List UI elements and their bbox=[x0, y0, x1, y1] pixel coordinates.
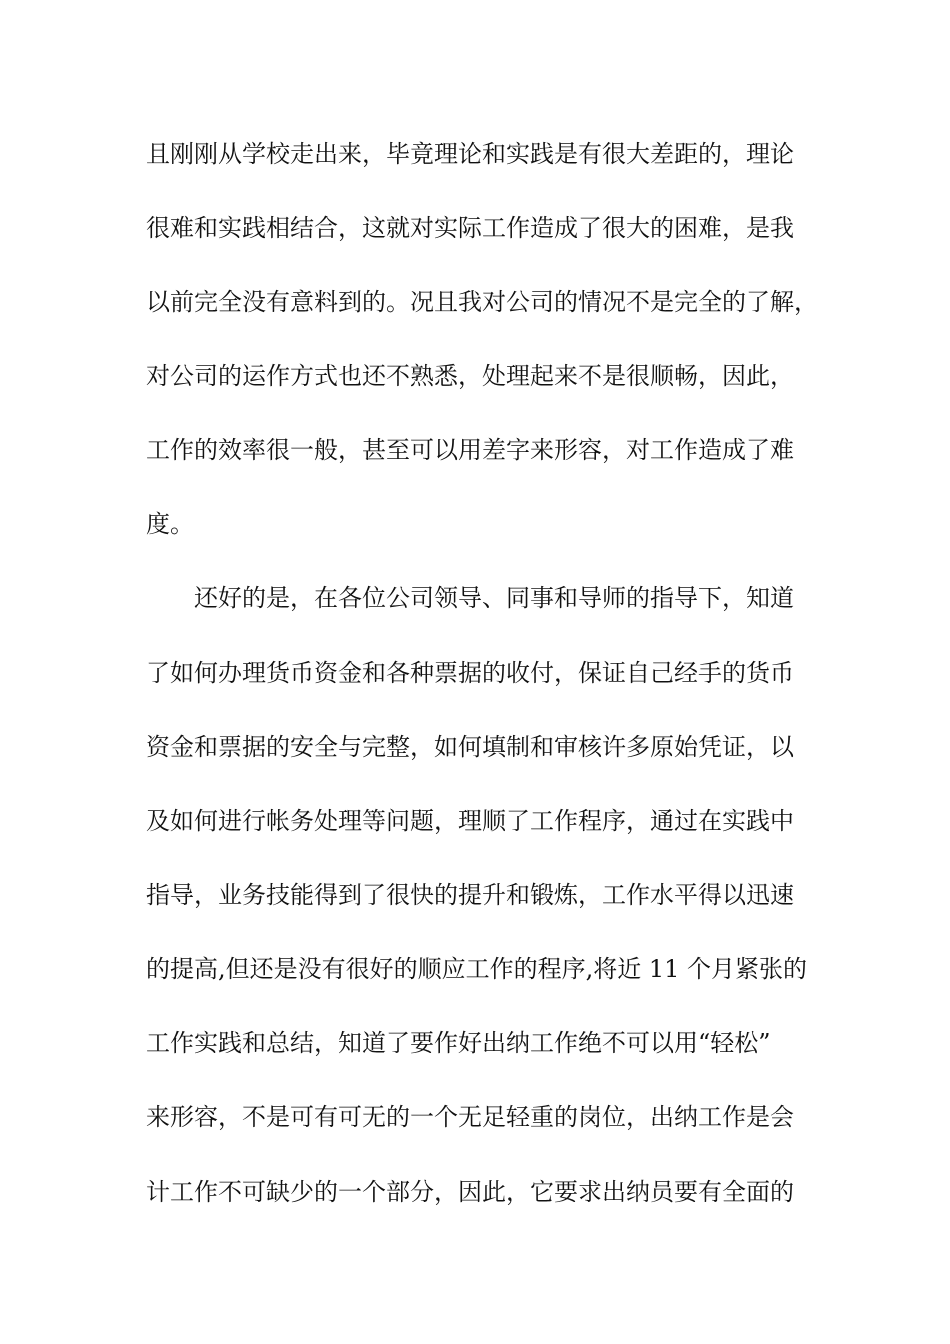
text-line: 工作实践和总结，知道了要作好出纳工作绝不可以用“轻松” bbox=[146, 1029, 771, 1057]
text-line: 的提高,但还是没有很好的顺应工作的程序,将近 11 个月紧张的 bbox=[146, 955, 808, 983]
text-line: 很难和实践相结合，这就对实际工作造成了很大的困难，是我 bbox=[146, 214, 794, 242]
text-line: 工作的效率很一般，甚至可以用差字来形容，对工作造成了难 bbox=[146, 436, 794, 464]
text-line: 资金和票据的安全与完整，如何填制和审核许多原始凭证，以 bbox=[146, 733, 794, 761]
text-line: 了如何办理货币资金和各种票据的收付，保证自己经手的货币 bbox=[146, 659, 794, 687]
text-line: 以前完全没有意料到的。况且我对公司的情况不是完全的了解， bbox=[146, 288, 818, 316]
text-line: 及如何进行帐务处理等问题，理顺了工作程序，通过在实践中 bbox=[146, 807, 794, 835]
text-line: 指导，业务技能得到了很快的提升和锻炼，工作水平得以迅速 bbox=[146, 881, 794, 909]
text-line: 度。 bbox=[146, 510, 194, 538]
text-line: 计工作不可缺少的一个部分，因此，它要求出纳员要有全面的 bbox=[146, 1178, 794, 1206]
text-line: 对公司的运作方式也还不熟悉，处理起来不是很顺畅，因此， bbox=[146, 362, 794, 390]
text-line: 来形容，不是可有可无的一个无足轻重的岗位，出纳工作是会 bbox=[146, 1103, 794, 1131]
text-line: 且刚刚从学校走出来，毕竟理论和实践是有很大差距的，理论 bbox=[146, 140, 794, 168]
paragraph-first-line: 还好的是，在各位公司领导、同事和导师的指导下，知道 bbox=[194, 584, 794, 612]
